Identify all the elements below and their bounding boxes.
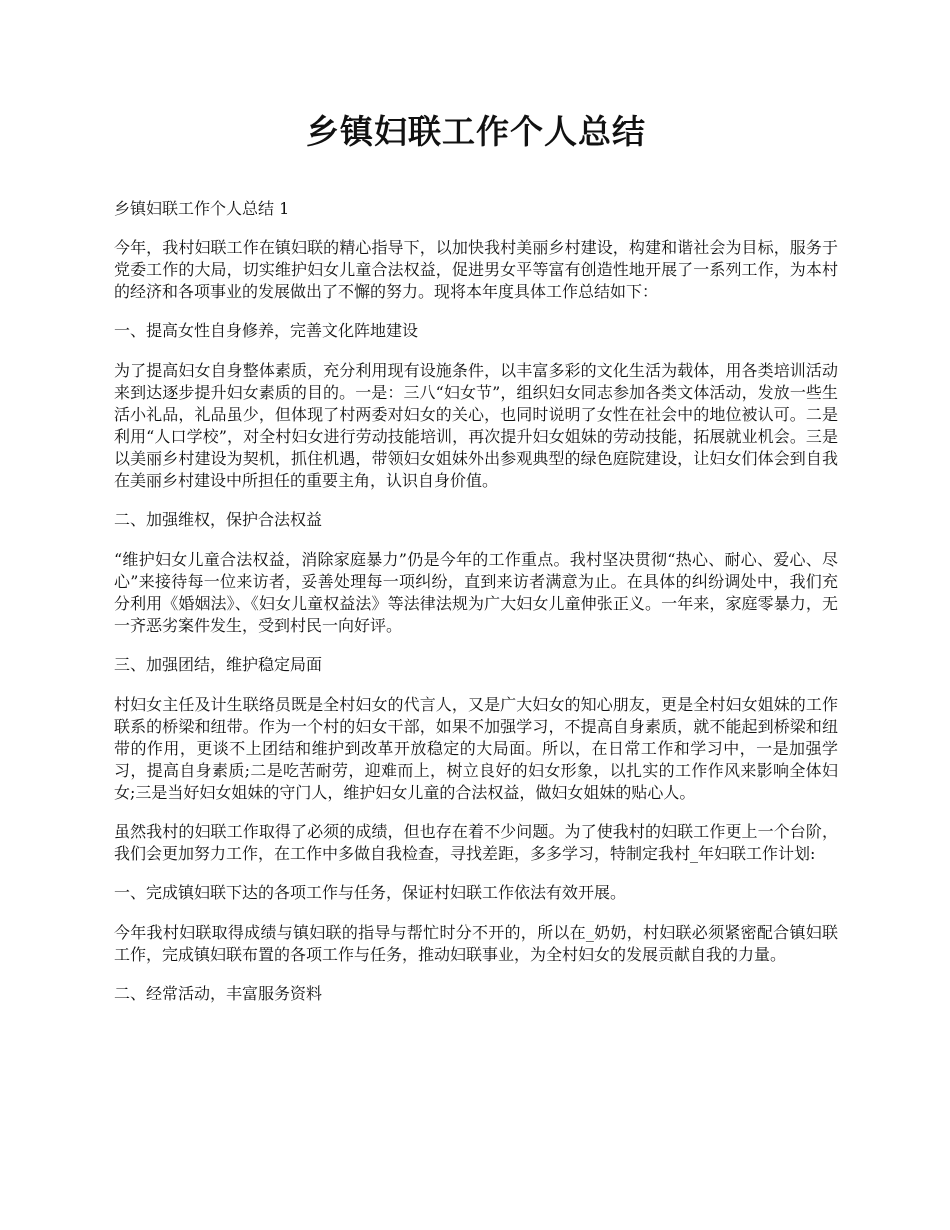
paragraph-plan-intro: 虽然我村的妇联工作取得了必须的成绩，但也存在着不少问题。为了使我村的妇联工作更上一个台阶，我们会更加努力工作，在工作中多做自我检查，寻找差距，多多学习，特制定我村_年妇联工作计划: — [114, 822, 838, 863]
section-heading-culture: 一、提高女性自身修养，完善文化阵地建设 — [114, 321, 419, 340]
paragraph-culture: 为了提高妇女自身整体素质，充分利用现有设施条件，以丰富多彩的文化生活为载体，用各类培训活动来到达逐步提升妇女素质的目的。一是：三八“妇女节”，组织妇女同志参加各类文体活动，发放一些生活小礼品，礼品虽少，但体现了村两委对妇女的关心，也同时说明了女性在社会中的地位被认可。二是利用“人口学校”，对全村妇女进行劳动技能培训，再次提升妇女姐妹的劳动技能，拓展就业机会。三是以美丽乡村建设为契机，抓住机遇，带领妇女姐妹外出参观典型的绿色庭院建设，让妇女们体会到自我在美丽乡村建设中所担任的重要主角，认识自身价值。 — [114, 361, 838, 490]
document-subtitle: 乡镇妇联工作个人总结 1 — [114, 199, 290, 218]
section-heading-tasks: 一、完成镇妇联下达的各项工作与任务，保证村妇联工作依法有效开展。 — [114, 883, 627, 902]
paragraph-tasks: 今年我村妇联取得成绩与镇妇联的指导与帮忙时分不开的，所以在_奶奶，村妇联必须紧密配合镇妇联工作，完成镇妇联布置的各项工作与任务，推动妇联事业，为全村妇女的发展贡献自我的力量。 — [114, 923, 838, 964]
paragraph-rights: “维护妇女儿童合法权益，消除家庭暴力”仍是今年的工作重点。我村坚决贯彻“热心、耐心、爱心、尽心”来接待每一位来访者，妥善处理每一项纠纷，直到来访者满意为止。在具体的纠纷调处中，我们充分利用《婚姻法》、《妇女儿童权益法》等法律法规为广大妇女儿童伸张正义。一年来，家庭零暴力，无一齐恶劣案件发生，受到村民一向好评。 — [114, 550, 838, 635]
section-heading-unity: 三、加强团结，维护稳定局面 — [114, 655, 323, 674]
document-title: 乡镇妇联工作个人总结 — [306, 112, 646, 151]
section-heading-activities: 二、经常活动，丰富服务资料 — [114, 984, 323, 1003]
section-heading-rights: 二、加强维权，保护合法权益 — [114, 510, 323, 529]
paragraph-intro: 今年，我村妇联工作在镇妇联的精心指导下，以加快我村美丽乡村建设，构建和谐社会为目标，服务于党委工作的大局，切实维护妇女儿童合法权益，促进男女平等富有创造性地开展了一系列工作，为本村的经济和各项事业的发展做出了不懈的努力。现将本年度具体工作总结如下： — [114, 238, 838, 301]
paragraph-unity: 村妇女主任及计生联络员既是全村妇女的代言人，又是广大妇女的知心朋友，更是全村妇女姐妹的工作联系的桥梁和纽带。作为一个村的妇女干部，如果不加强学习，不提高自身素质，就不能起到桥梁和纽带的作用，更谈不上团结和维护到改革开放稳定的大局面。所以，在日常工作和学习中，一是加强学习，提高自身素质;二是吃苦耐劳，迎难而上，树立良好的妇女形象，以扎实的工作作风来影响全体妇女;三是当好妇女姐妹的守门人，维护妇女儿童的合法权益，做妇女姐妹的贴心人。 — [114, 695, 838, 802]
